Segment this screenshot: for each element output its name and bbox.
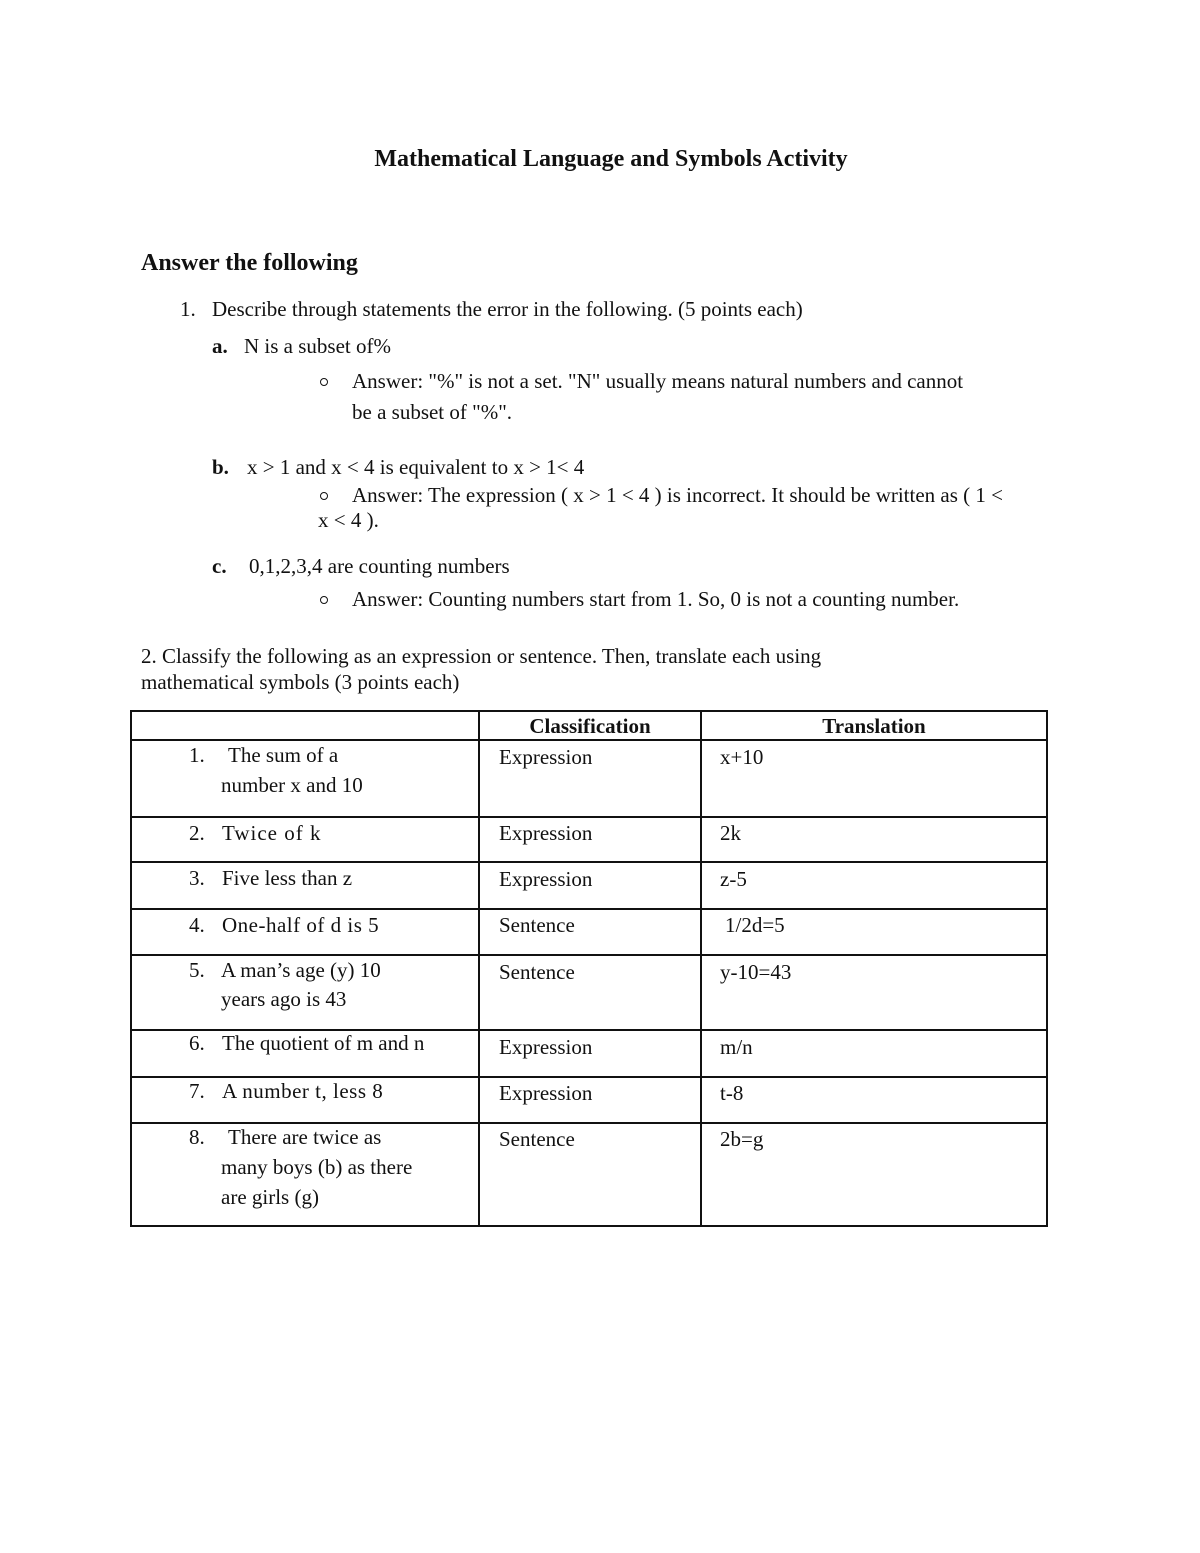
q1b-letter: b. — [212, 455, 229, 479]
header-translation: Translation — [822, 714, 926, 738]
row-classification: Expression — [499, 821, 593, 845]
row-description: number x and 10 — [221, 773, 363, 797]
row-classification: Expression — [499, 1035, 593, 1059]
q1c-answer-line1: Answer: Counting numbers start from 1. So, 0 is not a counting number. — [352, 587, 960, 611]
row-classification: Expression — [499, 745, 593, 769]
row-description: many boys (b) as there — [221, 1155, 413, 1179]
row-translation: 1/2d=5 — [725, 913, 785, 937]
row-translation: m/n — [720, 1035, 753, 1059]
classification-table — [130, 710, 1048, 1227]
bullet-icon — [320, 492, 328, 500]
q1c-letter: c. — [212, 554, 227, 578]
row-translation: t-8 — [720, 1081, 744, 1105]
row-description: A man’s age (y) 10 — [221, 958, 381, 982]
row-number: 8. — [189, 1125, 205, 1149]
q2-line1: 2. Classify the following as an expression or sentence. Then, translate each using — [141, 644, 822, 668]
q1-text: Describe through statements the error in the following. (5 points each) — [212, 297, 803, 321]
row-number: 5. — [189, 958, 205, 982]
q1a-letter: a. — [212, 334, 228, 358]
row-translation: 2k — [720, 821, 741, 845]
row-number: 3. — [189, 866, 205, 890]
row-description: Five less than z — [222, 866, 353, 890]
row-classification: Sentence — [499, 1127, 575, 1151]
table-divider — [478, 712, 480, 1225]
q1a-answer-line2: be a subset of "%". — [352, 400, 513, 424]
header-classification: Classification — [529, 714, 651, 738]
row-description: are girls (g) — [221, 1185, 319, 1209]
row-classification: Expression — [499, 1081, 593, 1105]
row-description: There are twice as — [228, 1125, 382, 1149]
row-description: The sum of a — [228, 743, 339, 767]
row-number: 4. — [189, 913, 205, 937]
q1b-answer-line2: x < 4 ). — [318, 508, 379, 532]
q1-number: 1. — [180, 297, 196, 321]
row-number: 6. — [189, 1031, 205, 1055]
row-translation: z-5 — [720, 867, 747, 891]
q1b-answer-line1: Answer: The expression ( x > 1 < 4 ) is incorrect. It should be written as ( 1 < — [352, 483, 1003, 507]
row-number: 1. — [189, 743, 205, 767]
page-title: Mathematical Language and Symbols Activity — [374, 146, 848, 172]
q2-line2: mathematical symbols (3 points each) — [141, 670, 460, 694]
row-number: 2. — [189, 821, 205, 845]
q1b-statement: x > 1 and x < 4 is equivalent to x > 1< 4 — [247, 455, 585, 479]
row-classification: Sentence — [499, 913, 575, 937]
table-divider — [700, 712, 702, 1225]
row-translation: y-10=43 — [720, 960, 792, 984]
q1c-statement: 0,1,2,3,4 are counting numbers — [249, 554, 510, 578]
row-description: The quotient of m and n — [222, 1031, 425, 1055]
row-description: A number t, less 8 — [222, 1079, 384, 1103]
row-number: 7. — [189, 1079, 205, 1103]
row-description: years ago is 43 — [221, 987, 347, 1011]
section-heading: Answer the following — [141, 250, 358, 276]
bullet-icon — [320, 596, 328, 604]
row-description: One-half of d is 5 — [222, 913, 380, 937]
q1a-answer-line1: Answer: "%" is not a set. "N" usually means natural numbers and cannot — [352, 369, 964, 393]
row-translation: x+10 — [720, 745, 764, 769]
row-classification: Sentence — [499, 960, 575, 984]
row-translation: 2b=g — [720, 1127, 764, 1151]
row-description: Twice of k — [222, 821, 322, 845]
row-classification: Expression — [499, 867, 593, 891]
q1a-statement: N is a subset of% — [244, 334, 391, 358]
bullet-icon — [320, 378, 328, 386]
